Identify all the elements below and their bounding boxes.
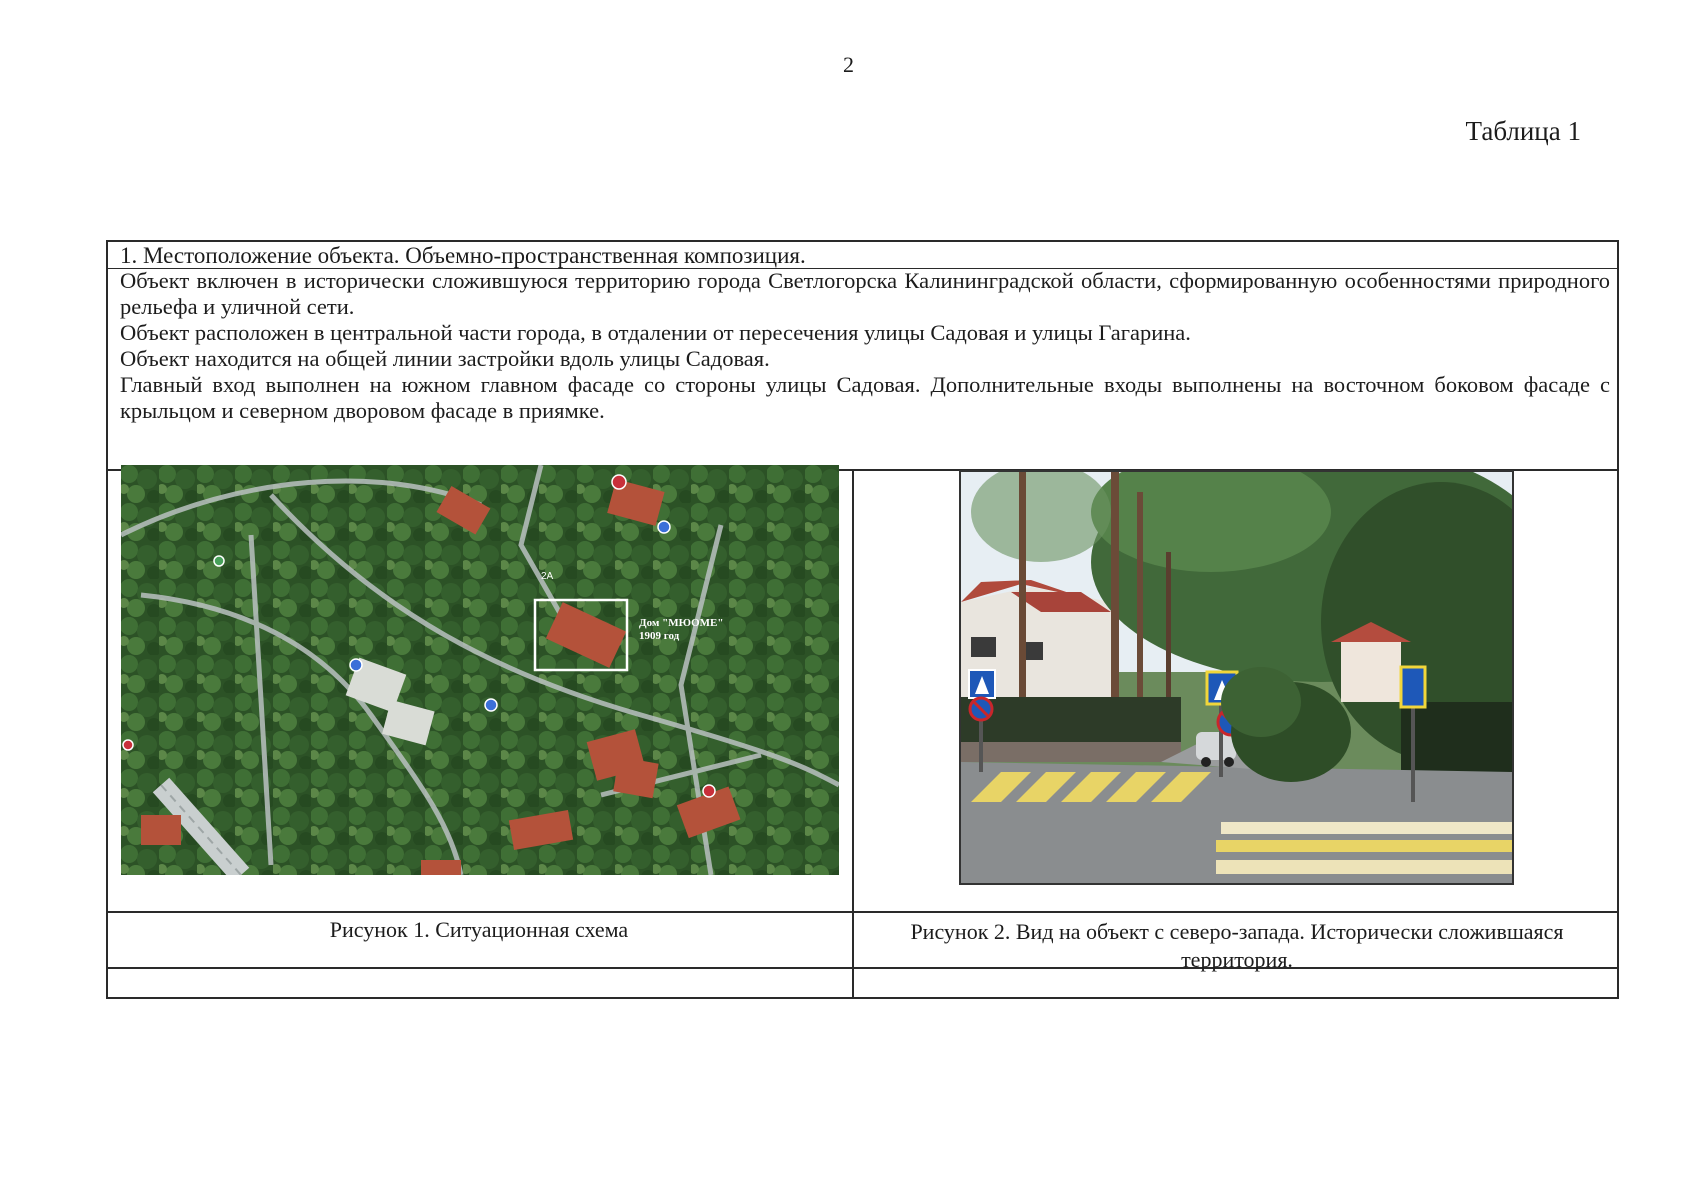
paragraph-entrances: Главный вход выполнен на южном главном фасаде со стороны улицы Садовая. Дополнительные входы выполнены на восточном боковом фасаде с крыльцом и северном дворовом фасаде в приямке. [120,372,1610,423]
rule-left [106,240,108,999]
rule-bottom [106,997,1619,999]
rule-middle [852,469,854,999]
rule-top [106,240,1619,242]
paragraph-location: Объект включен в исторически сложившуюся территорию города Светлогорска Калининградской области, сформированную особенностями природного рельефа и уличной сети. [120,268,1610,319]
aerial-map-graphic [121,465,839,875]
map-object-label: Дом "МЮОМЕ" [639,617,724,629]
rule-image-bottom [106,911,1619,913]
situational-map-image [121,465,839,875]
description-table [106,240,1619,999]
street-view-photo [959,470,1514,885]
paragraph-position: Объект расположен в центральной части города, в отдалении от пересечения улицы Садовая и улицы Гагарина. [120,320,1191,345]
street-view-graphic [961,472,1512,883]
figure-2-caption: Рисунок 2. Вид на объект с северо-запада. Исторически сложившаяся территория. [910,919,1564,972]
paragraph-building-line: Объект находится на общей линии застройки вдоль улицы Садовая. [120,346,770,371]
description-text [120,268,1610,424]
map-number-label: 2А [541,571,554,582]
map-object-year: 1909 год [639,630,680,642]
section-title: 1. Местоположение объекта. Объемно-пространственная композиция. [120,243,806,268]
table-label: Таблица 1 [1465,116,1581,146]
page-number: 2 [843,52,854,77]
figure-1-caption: Рисунок 1. Ситуационная схема [329,917,629,942]
rule-right [1617,240,1619,999]
